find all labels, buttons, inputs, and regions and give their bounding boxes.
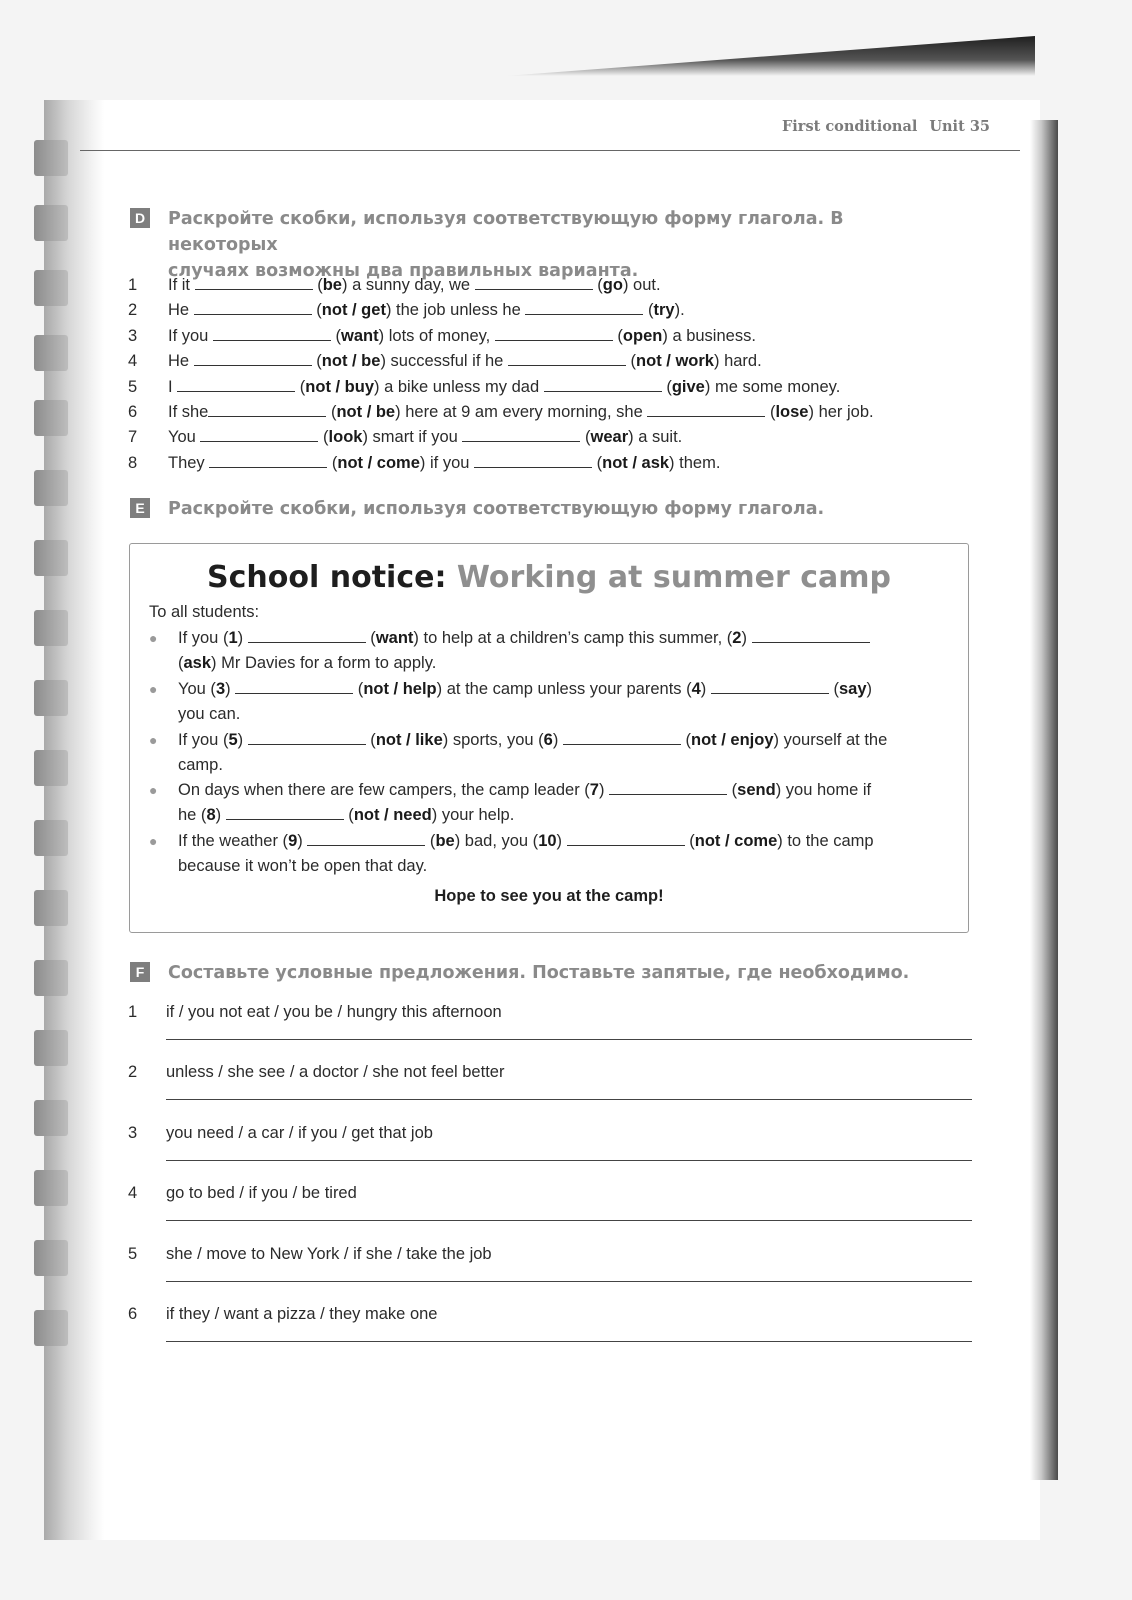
item-text: me some money. [714, 378, 841, 396]
bullet-icon: ● [149, 833, 158, 849]
exercise-f-item [128, 1305, 973, 1355]
answer-blank[interactable] [248, 628, 366, 643]
binding-ring [34, 680, 68, 716]
binding-ring [34, 335, 68, 371]
notice-text: to help at a children’s camp this summer, ( [423, 629, 733, 647]
notice-text: ) [237, 629, 244, 647]
item-text: . [680, 301, 685, 319]
bullet-icon: ● [149, 782, 158, 798]
answer-blank[interactable] [226, 805, 344, 820]
school-notice-box: School notice: Working at summer camp To all students: ● If you (1) (want) to help at a children’s camp this summer, (2) (ask) Mr Davies for a form to apply. ● You (3) (not / help) at the camp unless your parents (4) (say) you can. ● If you (5) (not / like) sports, you (6) (not / enjoy) yourself at the camp. ● On days when there are few campers, the camp leader (7) (send) you home if he (8) (not / need) your help. ● If the weather (9) (be) bad, you (10) (not / come) to the camp because it won’t be open that day. Hope to see you at the camp! [129, 543, 969, 933]
gap-number: 7 [589, 781, 599, 799]
answer-blank[interactable] [194, 351, 312, 366]
notice-text: ) [556, 832, 563, 850]
section-d-instruction-line2: случаях возможны два правильных варианта. [168, 261, 639, 281]
item-text: If she [168, 403, 209, 421]
notice-text: Mr Davies for a form to apply. [221, 654, 437, 672]
answer-blank[interactable] [609, 780, 727, 795]
verb-prompt: want [341, 327, 379, 345]
verb-prompt: not / work [636, 352, 714, 370]
binding-ring [34, 750, 68, 786]
notice-text: yourself at the [783, 731, 888, 749]
item-number: 5 [128, 1245, 138, 1263]
binding-ring [34, 1310, 68, 1346]
verb-prompt: not / be [336, 403, 396, 421]
item-text: hard. [724, 352, 762, 370]
answer-blank[interactable] [474, 453, 592, 468]
answer-blank[interactable] [307, 831, 425, 846]
verb-prompt: look [328, 428, 363, 446]
answer-blank[interactable] [177, 377, 295, 392]
item-prompt: unless / she see / a doctor / she not feel better [166, 1063, 505, 1081]
notice-text: ) [225, 680, 231, 698]
item-prompt: go to bed / if you / be tired [166, 1184, 357, 1202]
notice-text: If the weather ( [178, 832, 289, 850]
answer-blank[interactable] [462, 427, 580, 442]
item-text: If you [168, 327, 209, 345]
gap-number: 6 [543, 731, 553, 749]
gap-number: 5 [228, 731, 238, 749]
binding-ring [34, 540, 68, 576]
verb-prompt: not / ask [602, 454, 670, 472]
notice-text: On days when there are few campers, the camp leader ( [178, 781, 590, 799]
item-number: 2 [128, 301, 138, 319]
item-text: smart if you [372, 428, 458, 446]
binding-ring [34, 890, 68, 926]
item-number: 7 [128, 428, 138, 446]
item-text: successful if he [390, 352, 504, 370]
item-number: 4 [128, 352, 138, 370]
verb-prompt: not / come [694, 832, 778, 850]
notice-text: sports, you ( [452, 731, 544, 749]
binding-ring [34, 1240, 68, 1276]
item-text: You [168, 428, 196, 446]
answer-line[interactable] [166, 1281, 972, 1282]
binding-ring [34, 140, 68, 176]
exercise-f-item [128, 1245, 973, 1295]
answer-blank[interactable] [248, 730, 366, 745]
notice-text: If you ( [178, 731, 229, 749]
notice-title-sub: Working at summer camp [456, 560, 891, 595]
answer-blank[interactable] [209, 453, 327, 468]
answer-blank[interactable] [475, 275, 593, 290]
answer-blank[interactable] [711, 679, 829, 694]
page-edge-shadow [1030, 120, 1058, 1480]
notice-closing: Hope to see you at the camp! [434, 887, 664, 905]
binding-ring [34, 1030, 68, 1066]
notice-text: camp. [178, 756, 223, 774]
verb-prompt: not / help [363, 680, 437, 698]
notice-text: If you ( [178, 629, 229, 647]
item-number: 3 [128, 1124, 138, 1142]
verb-prompt: go [602, 276, 623, 294]
header-rule [80, 150, 1020, 151]
item-number: 1 [128, 1003, 138, 1021]
gap-number: 1 [228, 629, 238, 647]
item-text: here at 9 am every morning, she [405, 403, 643, 421]
gap-number: 8 [206, 806, 216, 824]
binding-ring [34, 1100, 68, 1136]
answer-blank[interactable] [508, 351, 626, 366]
verb-prompt: be [322, 276, 342, 294]
answer-line[interactable] [166, 1099, 972, 1100]
running-head [700, 118, 990, 135]
section-f-instruction: Составьте условные предложения. Поставьте запятые, где необходимо. [168, 963, 910, 983]
notice-text: you can. [178, 705, 241, 723]
binding-ring [34, 270, 68, 306]
notice-title [130, 560, 968, 595]
notice-text: he ( [178, 806, 207, 824]
binding-ring [34, 1170, 68, 1206]
notice-text: because it won’t be open that day. [178, 857, 428, 875]
exercise-f-item [128, 1184, 973, 1234]
item-number: 3 [128, 327, 138, 345]
answer-blank[interactable] [200, 427, 318, 442]
answer-line[interactable] [166, 1160, 972, 1161]
answer-line[interactable] [166, 1220, 972, 1221]
section-e-heading [130, 496, 930, 522]
verb-prompt: not / come [337, 454, 420, 472]
item-text: a suit. [638, 428, 683, 446]
verb-prompt: ask [183, 654, 212, 672]
bullet-icon: ● [149, 732, 158, 748]
answer-blank[interactable] [567, 831, 685, 846]
notice-text: ) [237, 731, 244, 749]
section-e-letter: E [130, 498, 150, 518]
answer-blank[interactable] [525, 300, 643, 315]
item-text: a sunny day, we [352, 276, 471, 294]
notice-text: ) [215, 806, 222, 824]
gap-number: 2 [732, 629, 742, 647]
binding-ring [34, 610, 68, 646]
item-text: He [168, 352, 190, 370]
binding-ring [34, 400, 68, 436]
item-number: 1 [128, 276, 138, 294]
item-text: I [168, 378, 173, 396]
item-text: if you [429, 454, 470, 472]
answer-blank[interactable] [213, 326, 331, 341]
item-text: them. [679, 454, 721, 472]
gap-number: 3 [215, 680, 226, 698]
binding-ring [34, 470, 68, 506]
item-prompt: she / move to New York / if she / take the job [166, 1245, 492, 1263]
item-number: 6 [128, 403, 138, 421]
notice-text: at the camp unless your parents ( [446, 680, 692, 698]
item-text: out. [633, 276, 661, 294]
item-prompt: if / you not eat / you be / hungry this afternoon [166, 1003, 502, 1021]
item-text: a bike unless my dad [384, 378, 540, 396]
item-text: lots of money, [388, 327, 491, 345]
item-text: They [168, 454, 205, 472]
item-number: 6 [128, 1305, 138, 1323]
answer-blank[interactable] [495, 326, 613, 341]
answer-blank[interactable] [647, 402, 765, 417]
item-number: 4 [128, 1184, 138, 1202]
running-head-unit: Unit 35 [929, 118, 990, 135]
answer-line[interactable] [166, 1341, 972, 1342]
verb-prompt: try [653, 301, 675, 319]
exercise-f-item [128, 1124, 973, 1174]
item-prompt: if they / want a pizza / they make one [166, 1305, 438, 1323]
verb-prompt: not / enjoy [691, 731, 774, 749]
verb-prompt: want [375, 629, 414, 647]
verb-prompt: not / buy [305, 378, 375, 396]
notice-text: ) [741, 629, 747, 647]
notice-intro: To all students: [149, 603, 260, 621]
verb-prompt: not / get [321, 301, 386, 319]
notice-text: ) [700, 680, 707, 698]
notice-text: ) [552, 731, 559, 749]
exercise-f-item [128, 1003, 973, 1053]
gap-number: 10 [538, 832, 557, 850]
section-d-letter: D [130, 208, 150, 228]
notice-text: you home if [785, 781, 872, 799]
item-text: He [168, 301, 190, 319]
notice-text: You ( [178, 680, 216, 698]
binding-ring [34, 960, 68, 996]
item-text: her job. [818, 403, 874, 421]
answer-blank[interactable] [544, 377, 662, 392]
verb-prompt: be [435, 832, 455, 850]
notice-title-main: School notice: [207, 560, 447, 595]
item-prompt: you need / a car / if you / get that job [166, 1124, 433, 1142]
answer-line[interactable] [166, 1039, 972, 1040]
section-d-heading [130, 206, 930, 284]
answer-blank[interactable] [563, 730, 681, 745]
answer-blank[interactable] [752, 628, 870, 643]
item-text: a business. [672, 327, 756, 345]
item-number: 5 [128, 378, 138, 396]
answer-blank[interactable] [194, 300, 312, 315]
bullet-icon: ● [149, 681, 158, 697]
verb-prompt: give [671, 378, 705, 396]
answer-blank[interactable] [195, 275, 313, 290]
verb-prompt: say [838, 680, 867, 698]
notice-text: ) [297, 832, 303, 850]
bullet-icon: ● [149, 630, 158, 646]
answer-blank[interactable] [235, 679, 353, 694]
verb-prompt: wear [590, 428, 629, 446]
section-f-letter: F [130, 962, 150, 982]
section-e-instruction: Раскройте скобки, используя соответствующую форму глагола. [168, 499, 825, 519]
notice-text: ) [598, 781, 605, 799]
verb-prompt: not / be [321, 352, 381, 370]
binding-ring [34, 820, 68, 856]
section-f-heading [130, 960, 930, 986]
page-curl-shadow [505, 36, 1035, 76]
notice-text: bad, you ( [464, 832, 539, 850]
notice-text: your help. [441, 806, 515, 824]
verb-prompt: lose [775, 403, 809, 421]
item-number: 8 [128, 454, 138, 472]
item-text: If it [168, 276, 191, 294]
binding-ring [34, 205, 68, 241]
item-text: the job unless he [396, 301, 521, 319]
answer-blank[interactable] [208, 402, 326, 417]
notice-text: to the camp [787, 832, 874, 850]
verb-prompt: not / like [375, 731, 443, 749]
verb-prompt: open [622, 327, 663, 345]
gap-number: 9 [288, 832, 298, 850]
running-head-section: First conditional [782, 118, 918, 135]
section-d-instruction [168, 206, 930, 284]
section-d-instruction-line1: Раскройте скобки, используя соответствующую форму глагола. В некоторых [168, 209, 844, 255]
verb-prompt: send [737, 781, 776, 799]
gap-number: 4 [691, 680, 701, 698]
verb-prompt: not / need [353, 806, 432, 824]
item-number: 2 [128, 1063, 138, 1081]
exercise-f-item [128, 1063, 973, 1113]
